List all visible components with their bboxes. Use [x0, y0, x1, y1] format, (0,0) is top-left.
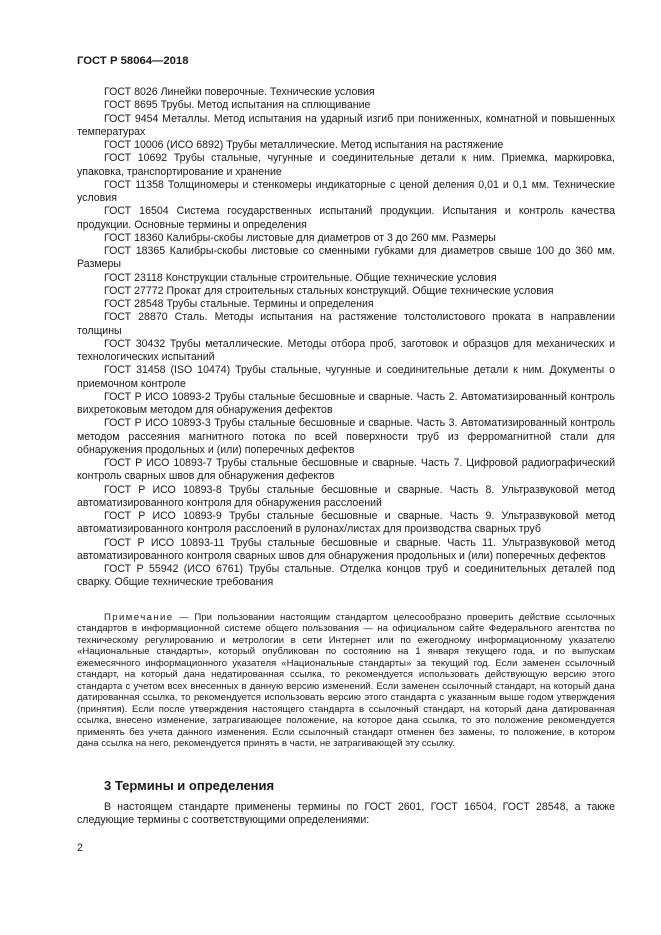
- note-paragraph: [77, 612, 615, 749]
- normative-references-list: [77, 86, 615, 590]
- reference-item: ГОСТ 18360 Калибры-скобы листовые для диаметров от 3 до 260 мм. Размеры: [104, 231, 496, 244]
- reference-item: ГОСТ 31458 (ISO 10474) Трубы стальные, чугунные и соединительные детали к ним. Документы о приемочном контроле: [77, 364, 615, 390]
- reference-item: ГОСТ 8695 Трубы. Метод испытания на сплющивание: [104, 99, 371, 112]
- document-header: ГОСТ Р 58064—2018: [77, 55, 189, 67]
- reference-item: ГОСТ 18365 Калибры-скобы листовые со сменными губками для диаметров свыше 100 до 360 мм. Размеры: [77, 245, 615, 271]
- reference-item: ГОСТ Р ИСО 10893-9 Трубы стальные бесшовные и сварные. Часть 9. Ультразвуковой метод автоматизированного контроля расслоений в рулонах/листах для производства сварных труб: [77, 510, 615, 536]
- reference-item: ГОСТ Р ИСО 10893-2 Трубы стальные бесшовные и сварные. Часть 2. Автоматизированный контроль вихретоковым методом для обнаружения дефектов: [77, 390, 615, 416]
- section-body: [77, 801, 615, 828]
- reference-item: ГОСТ Р 55942 (ИСО 6761) Трубы стальные. Отделка концов труб и соединительных деталей под сварку. Общие технические требования: [77, 563, 615, 589]
- page-number: 2: [77, 842, 83, 854]
- note-block: [77, 612, 615, 749]
- note-label: Примечание: [104, 612, 174, 623]
- reference-item: ГОСТ 10692 Трубы стальные, чугунные и соединительные детали к ним. Приемка, маркировка, упаковка, транспортирование и хранение: [77, 152, 615, 178]
- reference-item: ГОСТ 28870 Сталь. Методы испытания на растяжение толстолистового проката в направлении толщины: [77, 311, 615, 337]
- reference-item: ГОСТ Р ИСО 10893-7 Трубы стальные бесшовные и сварные. Часть 7. Цифровой радиографический контроль сварных швов для обнаружения дефектов: [77, 457, 615, 483]
- reference-item: ГОСТ 28548 Трубы стальные. Термины и определения: [104, 298, 374, 310]
- reference-item: ГОСТ 8026 Линейки поверочные. Технические условия: [104, 86, 375, 98]
- section-paragraph: В настоящем стандарте применены термины по ГОСТ 2601, ГОСТ 16504, ГОСТ 28548, а также следующие термины с соответствующими определениями:: [77, 801, 615, 827]
- reference-item: ГОСТ 16504 Система государственных испытаний продукции. Испытания и контроль качества продукции. Основные термины и определения: [77, 205, 615, 231]
- reference-item: ГОСТ 30432 Трубы металлические. Методы отбора проб, заготовок и образцов для механических и технологических испытаний: [77, 337, 615, 363]
- note-text: — При пользовании настоящим стандартом целесообразно проверить действие ссылочных стандартов в информационной системе общего пользования — на официальном сайте Федерального агентства по техническому регулированию и метрологии в сети Интернет или по ежегодному информационному указателю «Национальные стандарты», который опубликован по состоянию на 1 января текущего года, и по выпускам ежемесячного информационного указателя «Национальные стандарты» за текущий год. Если заменен ссылочный стандарт, на который дана недатированная ссылка, то рекомендуется использовать действующую версию этого стандарта с учетом всех внесенных в данную версию изменений. Если заменен ссылочный стандарт, на который дана датированная ссылка, то рекомендуется использовать версию этого стандарта с указанным выше годом утверждения (принятия). Если после утверждения настоящего стандарта в ссылочный стандарт, на который дана датированная ссылка, внесено изменение, затрагивающее положение, на которое дана ссылка, то это положение рекомендуется применять без учета данного изменения. Если ссылочный стандарт отменен без замены, то положение, в котором дана ссылка на него, рекомендуется принять в части, не затрагивающей эту ссылку.: [77, 612, 615, 749]
- reference-item: ГОСТ 11358 Толщиномеры и стенкомеры индикаторные с ценой деления 0,01 и 0,1 мм. Технические условия: [77, 178, 615, 204]
- reference-item: ГОСТ 27772 Прокат для строительных стальных конструкций. Общие технические условия: [104, 284, 554, 297]
- reference-item: ГОСТ Р ИСО 10893-3 Трубы стальные бесшовные и сварные. Часть 3. Автоматизированный контроль методом рассеяния магнитного потока по всей поверхности труб из ферромагнитной стали для обнаружения продольных и (или) поперечных дефектов: [77, 417, 615, 456]
- reference-item: ГОСТ Р ИСО 10893-8 Трубы стальные бесшовные и сварные. Часть 8. Ультразвуковой метод автоматизированного контроля для обнаружения расслоений: [77, 483, 615, 509]
- reference-item: ГОСТ Р ИСО 10893-11 Трубы стальные бесшовные и сварные. Часть 11. Ультразвуковой метод автоматизированного контроля сварных швов для обнаружения продольных и (или) поперечных дефектов: [77, 536, 615, 562]
- reference-item: ГОСТ 10006 (ИСО 6892) Трубы металлические. Метод испытания на растяжение: [104, 139, 504, 151]
- reference-item: ГОСТ 23118 Конструкции стальные строительные. Общие технические условия: [104, 271, 497, 284]
- reference-item: ГОСТ 9454 Металлы. Метод испытания на ударный изгиб при пониженных, комнатной и повышенных температурах: [77, 112, 615, 138]
- section-heading: 3 Термины и определения: [104, 778, 275, 793]
